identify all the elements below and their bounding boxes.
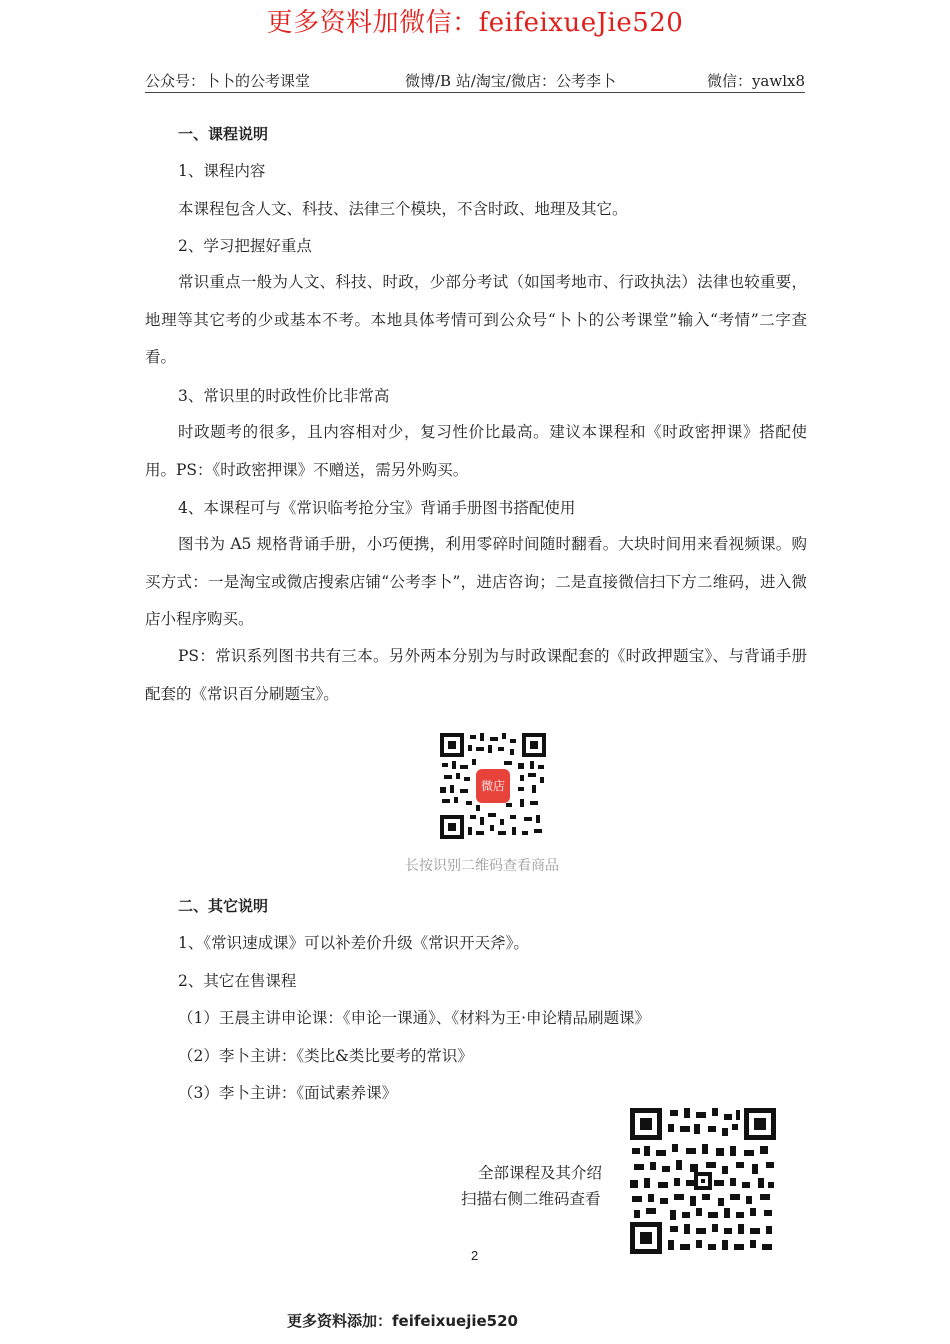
section2-item2: 2、其它在售课程 bbox=[178, 972, 297, 990]
section1-item3-title: 3、常识里的时政性价比非常高 bbox=[178, 387, 390, 405]
section2-sub3: （3）李卜主讲：《面试素养课》 bbox=[178, 1084, 398, 1102]
weidian-badge: 微店 bbox=[480, 779, 505, 793]
courses-qr-code[interactable] bbox=[630, 1108, 776, 1254]
section2-sub1: （1）王晨主讲申论课：《申论一课通》、《材料为王·申论精品刷题课》 bbox=[178, 1009, 651, 1027]
qr-caption: 长按识别二维码查看商品 bbox=[405, 858, 559, 874]
section1-item1-text: 本课程包含人文、科技、法律三个模块，不含时政、地理及其它。 bbox=[178, 200, 628, 218]
header-wechat-id: 微信：yawlx8 bbox=[706, 72, 805, 90]
section2-sub2: （2）李卜主讲：《类比&类比要考的常识》 bbox=[178, 1047, 473, 1065]
section1-item2-title: 2、学习把握好重点 bbox=[178, 237, 312, 255]
bottom-watermark: 更多资料添加：feifeixuejie520 bbox=[287, 1312, 518, 1330]
section1-item1-title: 1、课程内容 bbox=[178, 162, 266, 180]
section1-title: 一、课程说明 bbox=[178, 125, 269, 143]
page-number: 2 bbox=[471, 1248, 479, 1263]
section1-item3-text: 时政题考的很多，且内容相对少，复习性价比最高。建议本课程和《时政密押课》搭配使用。PS：《时政密押课》不赠送，需另外购买。 bbox=[145, 423, 807, 479]
weidian-qr-code[interactable] bbox=[440, 733, 546, 839]
qr2-line2: 扫描右侧二维码查看 bbox=[461, 1190, 601, 1208]
section1-item4-title: 4、本课程可与《常识临考抢分宝》背诵手册图书搭配使用 bbox=[178, 499, 576, 517]
top-watermark: 更多资料加微信：feifeixueJie520 bbox=[266, 8, 684, 38]
section2-title: 二、其它说明 bbox=[178, 897, 269, 915]
section1-ps-text: PS：常识系列图书共有三本。另外两本分别为与时政课配套的《时政押题宝》、与背诵手册配套的《常识百分刷题宝》。 bbox=[145, 647, 807, 703]
qr-code-icon bbox=[630, 1108, 776, 1254]
header-wechat-account: 公众号：卜卜的公考课堂 bbox=[145, 72, 311, 90]
header-platforms: 微博/B 站/淘宝/微店：公考李卜 bbox=[405, 72, 616, 90]
section1-item2-text: 常识重点一般为人文、科技、时政，少部分考试（如国考地市、行政执法）法律也较重要，地理等其它考的少或基本不考。本地具体考情可到公众号“卜卜的公考课堂”输入“考情”二字查看。 bbox=[145, 273, 807, 366]
section2-item1: 1、《常识速成课》可以补差价升级《常识开天斧》。 bbox=[178, 934, 529, 952]
page-header bbox=[145, 70, 805, 93]
qr2-line1: 全部课程及其介绍 bbox=[478, 1164, 603, 1182]
section1-item4-text: 图书为 A5 规格背诵手册，小巧便携，利用零碎时间随时翻看。大块时间用来看视频课。购买方式：一是淘宝或微店搜索店铺“公考李卜”，进店咨询；二是直接微信扫下方二维码，进入微店小程序购买。 bbox=[145, 535, 807, 628]
